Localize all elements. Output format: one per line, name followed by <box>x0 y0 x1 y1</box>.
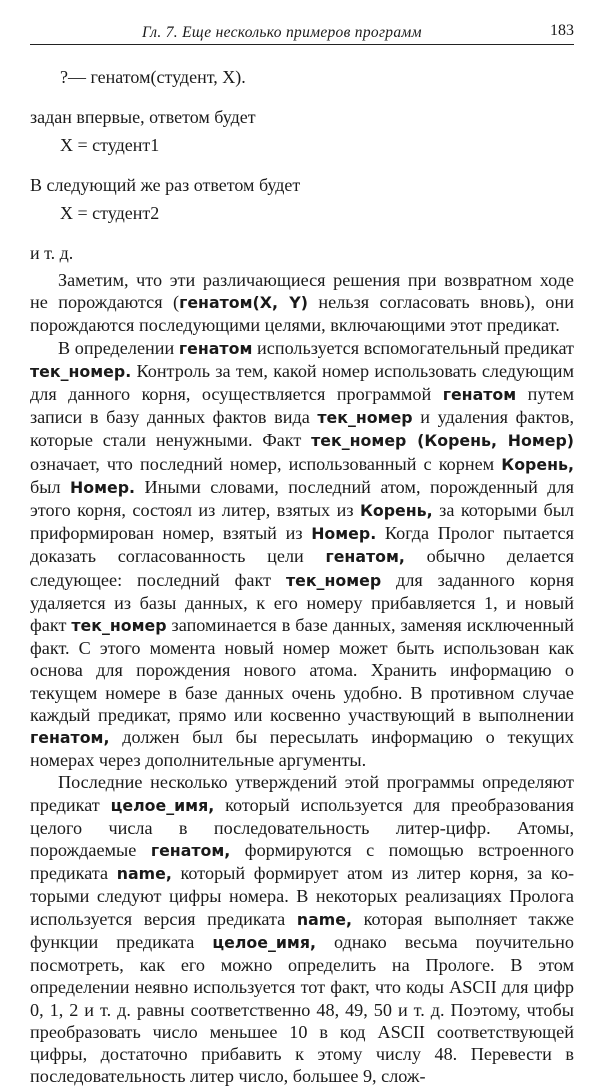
text-run: который используется для преобразования целого числа в последовательность литер-цифр. Атомы, порождаемые <box>30 794 574 861</box>
prolog-term: генатом(X, Y) <box>179 293 308 313</box>
prolog-term: name, <box>116 864 172 884</box>
prolog-term: тек_номер <box>71 616 167 636</box>
text-run: формируются с помощью встроенного предиката <box>30 840 574 884</box>
text-run: Иными словами, последний атом, порожденный для этого корня, состоял из литер, взятых из <box>30 476 574 521</box>
text-run: Контроль за тем, какой номер использовать следующим для данного корня, осуществляется программой <box>30 360 574 405</box>
running-title: Гл. 7. Еще несколько примеров программ <box>142 24 422 41</box>
prolog-term: генатом <box>442 385 517 405</box>
text-run: запоминается в базе данных, заменяя исключенный факт. С этого момента новый номер может быть использован как основа для порождения нового атома. Хранить информацию о текущем номере в базе данных очень удобно. В противном случае каждый предикат, прямо или косвенно участвующий в выполнении <box>30 615 574 725</box>
text-run: для заданного корня удаляется из базы данных, к его номеру прибавляется 1, и новый факт <box>30 569 575 636</box>
prolog-term: name, <box>296 909 352 929</box>
page-header <box>30 22 574 45</box>
text-run: нельзя согласовать вновь), они порождаются последующими целями, включающими этот предикат. <box>30 292 574 336</box>
prolog-term: Корень, <box>501 454 574 474</box>
prolog-query: ?— генатом(студент, X). <box>60 67 246 87</box>
page-number: 183 <box>550 22 574 39</box>
prolog-term: тек_номер. <box>30 361 132 381</box>
text-run: однако весьма поучительно посмотреть, как его можно определить на Прологе. В этом определении неявно используется тот факт, что коды ASCII для цифр 0, 1, 2 и т. д. равны соответственно 48, 49, 50 и т. д. Поэтому, чтобы преобразовать число меньшее 10 в код ASCII соответствующей цифры, достаточно прибавить к этому числу 48. Перевести в последовательность литер число, большее 9, слож- <box>30 931 574 1087</box>
book-page <box>30 22 574 1087</box>
prolog-term: Корень, <box>359 501 433 521</box>
text-run: Когда Пролог пытается доказать согласованность цели <box>30 523 574 567</box>
text-line-intro-next: В следующий же раз ответом будет <box>30 175 301 195</box>
text-run: обычно делается следующее: последний факт <box>30 546 574 590</box>
prolog-term: тек_номер <box>285 570 382 590</box>
text-run: был <box>30 476 71 497</box>
text-run: который формирует атом из литер корня, за которыми следуют цифры номера. В некоторых реализациях Пролога используется версия предиката <box>30 863 574 929</box>
text-run: должен был бы пересылать информацию о текущих номерах через дополнительные аргументы. <box>30 727 574 771</box>
prolog-term: целое_имя, <box>212 932 316 952</box>
paragraph-backtracking <box>30 269 574 337</box>
text-run: означает, что последний номер, использованный с корнем <box>30 453 502 474</box>
text-run: которая выполняет также функции предиката <box>30 908 574 952</box>
prolog-term: Номер. <box>70 477 136 497</box>
prolog-term: генатом <box>178 338 253 358</box>
prolog-term: тек_номер <box>317 408 413 428</box>
answer-first: X = студент1 <box>60 135 160 155</box>
text-run: путем записи в базу данных фактов вида <box>30 384 574 428</box>
text-run: и удаления фактов, которые стали ненужными. Факт <box>30 407 574 451</box>
text-run: используется вспомогательный предикат <box>252 337 574 358</box>
paragraph-genatom-definition <box>30 337 574 772</box>
text-run: Заметим, что эти различающиеся решения при возвратном ходе не порождаются ( <box>30 270 574 313</box>
prolog-term: целое_имя, <box>110 795 215 815</box>
prolog-term: генатом, <box>30 728 110 748</box>
prolog-term: тек_номер (Корень, Номер) <box>311 431 574 451</box>
text-run: за которыми был приформирован номер, взятый из <box>30 500 575 544</box>
text-line-etc: и т. д. <box>30 243 74 263</box>
text-line-intro-first: задан впервые, ответом будет <box>30 107 256 127</box>
text-run: В определении <box>58 337 179 358</box>
prolog-term: генатом, <box>325 547 405 567</box>
answer-second: X = студент2 <box>60 203 160 223</box>
text-run: Последние несколько утверждений этой программы определяют предикат <box>30 772 574 815</box>
prolog-term: Номер. <box>311 524 377 544</box>
paragraph-integer-name <box>30 771 574 1087</box>
prolog-term: генатом, <box>150 841 231 861</box>
